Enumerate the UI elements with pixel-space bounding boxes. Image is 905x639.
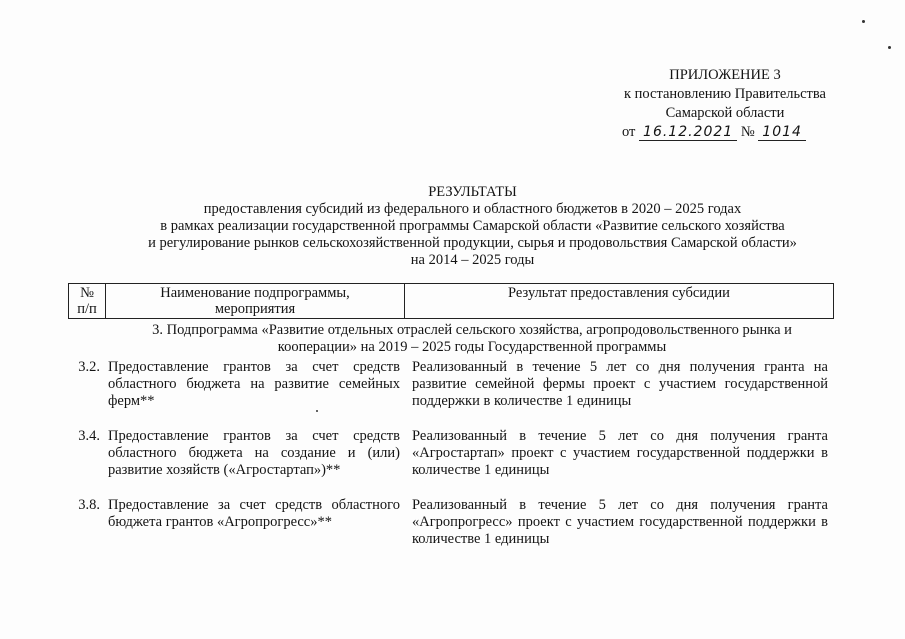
- heading-line-4: на 2014 – 2025 годы: [410, 252, 535, 268]
- scan-speck: [862, 20, 865, 23]
- row-activity: Предоставление за счет средств областного бюджета грантов «Агропрогресс»**: [108, 497, 400, 530]
- scan-speck: [888, 46, 891, 49]
- annex-line-1: к постановлению Правительства: [624, 86, 826, 102]
- annex-date-line: [622, 123, 860, 142]
- heading-line-1: предоставления субсидий из федерального и областного бюджетов в 2020 – 2025 годах: [203, 201, 742, 217]
- results-table-header: [68, 283, 834, 319]
- header-result: Результат предоставления субсидии: [405, 284, 834, 319]
- document-heading: [100, 184, 845, 269]
- row-number: 3.2.: [78, 359, 100, 375]
- table-header-row: [69, 284, 834, 319]
- heading-line-3: и регулирование рынков сельскохозяйственной продукции, сырья и продовольствия Самарской области»: [148, 235, 797, 251]
- subprogram-line-2: кооперации» на 2019 – 2025 годы Государственной программы: [277, 339, 667, 355]
- row-activity: Предоставление грантов за счет средств областного бюджета на развитие семейных ферм**: [108, 359, 400, 409]
- number-prefix: №: [740, 124, 755, 140]
- row-result: Реализованный в течение 5 лет со дня получения гранта «Агропрогресс» проект с участием государственной поддержки в количестве 1 единицы: [412, 497, 828, 547]
- annex-header: [590, 66, 860, 142]
- header-num: № п/п: [69, 284, 106, 319]
- row-number: 3.8.: [78, 497, 100, 513]
- row-result: Реализованный в течение 5 лет со дня получения гранта «Агростартап» проект с участием государственной поддержки в количестве 1 единицы: [412, 428, 828, 478]
- date-prefix: от: [622, 124, 636, 140]
- row-result: Реализованный в течение 5 лет со дня получения гранта на развитие семейной фермы проект с участием государственной поддержки в количестве 1 единицы: [412, 359, 828, 409]
- annex-title: ПРИЛОЖЕНИЕ 3: [669, 67, 781, 83]
- handwritten-number: 1014: [758, 124, 806, 141]
- scan-speck: [316, 410, 318, 412]
- heading-line-2: в рамках реализации государственной программы Самарской области «Развитие сельского хозяйства: [160, 218, 785, 234]
- row-activity: Предоставление грантов за счет средств областного бюджета на создание и (или) развитие хозяйств («Агростартап»)**: [108, 428, 400, 478]
- subprogram-line-1: 3. Подпрограмма «Развитие отдельных отраслей сельского хозяйства, агропродовольственного рынка и: [152, 322, 792, 338]
- document-title: РЕЗУЛЬТАТЫ: [428, 184, 517, 200]
- annex-line-2: Самарской области: [665, 105, 785, 121]
- row-number: 3.4.: [78, 428, 100, 444]
- header-name: Наименование подпрограммы, мероприятия: [106, 284, 405, 319]
- subprogram-heading: [112, 322, 832, 356]
- handwritten-date: 16.12.2021: [639, 124, 737, 141]
